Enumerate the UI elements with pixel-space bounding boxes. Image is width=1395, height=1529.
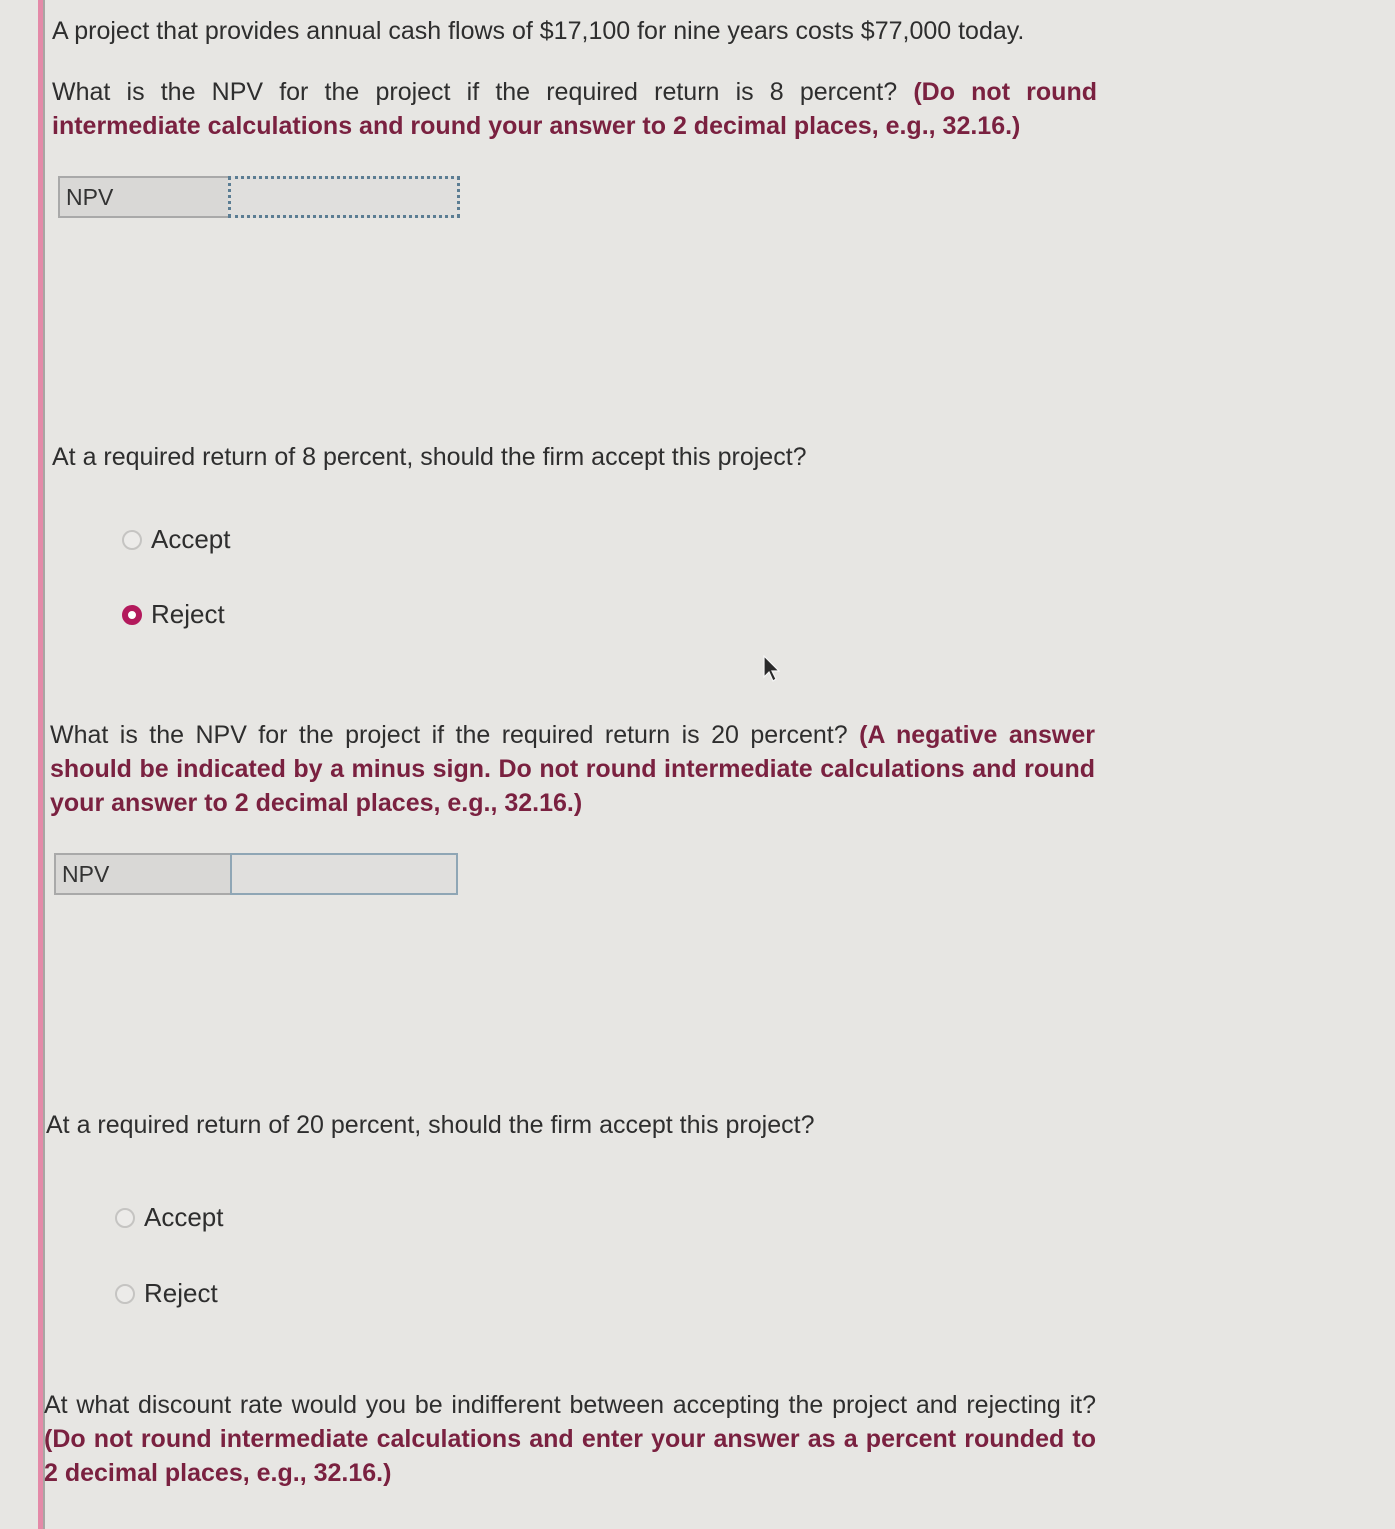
npv-input-8-percent[interactable] bbox=[228, 176, 460, 218]
option-reject-20-percent[interactable] bbox=[115, 1278, 218, 1309]
npv-field-label: NPV bbox=[58, 176, 228, 218]
question-text: At what discount rate would you be indifferent between accepting the project and rejecting it? bbox=[44, 1391, 1096, 1419]
option-label: Reject bbox=[151, 599, 225, 629]
question-text: What is the NPV for the project if the required return is 8 percent? bbox=[52, 78, 898, 106]
radio-button-unchecked[interactable] bbox=[122, 530, 142, 550]
question-text: At a required return of 8 percent, should the firm accept this project? bbox=[52, 443, 807, 471]
npv-input-20-percent[interactable] bbox=[230, 853, 458, 895]
mouse-pointer-icon bbox=[762, 655, 780, 683]
problem-statement bbox=[52, 14, 1102, 48]
question-npv-20-percent bbox=[50, 718, 1095, 820]
question-text: What is the NPV for the project if the required return is 20 percent? bbox=[50, 721, 848, 749]
radio-button-unchecked[interactable] bbox=[115, 1208, 135, 1228]
problem-statement-text: A project that provides annual cash flows of $17,100 for nine years costs $77,000 today. bbox=[52, 17, 1025, 45]
question-text: At a required return of 20 percent, should the firm accept this project? bbox=[46, 1111, 815, 1139]
question-npv-8-percent bbox=[52, 75, 1097, 143]
npv-field-label: NPV bbox=[54, 853, 230, 895]
radio-button-checked[interactable] bbox=[122, 605, 142, 625]
option-accept-20-percent[interactable] bbox=[115, 1202, 224, 1233]
question-indifference-rate bbox=[44, 1388, 1096, 1490]
question-instruction: (Do not round intermediate calculations and round your answer to 2 decimal places, e.g., 32.16.) bbox=[52, 78, 1097, 140]
radio-button-unchecked[interactable] bbox=[115, 1284, 135, 1304]
option-label: Accept bbox=[151, 524, 231, 554]
question-instruction: (Do not round intermediate calculations and enter your answer as a percent rounded to 2 decimal places, e.g., 32.16.) bbox=[44, 1425, 1096, 1487]
question-instruction: (A negative answer should be indicated by a minus sign. Do not round intermediate calculations and round your answer to 2 decimal places, e.g., 32.16.) bbox=[50, 721, 1095, 817]
option-accept-8-percent[interactable] bbox=[122, 524, 231, 555]
option-label: Reject bbox=[144, 1278, 218, 1308]
option-label: Accept bbox=[144, 1202, 224, 1232]
question-accept-8-percent bbox=[52, 440, 952, 474]
option-reject-8-percent[interactable] bbox=[122, 599, 225, 630]
npv-field-20-percent bbox=[54, 853, 458, 895]
question-accept-20-percent bbox=[46, 1108, 946, 1142]
left-divider bbox=[43, 0, 45, 1529]
npv-field-8-percent bbox=[58, 176, 460, 218]
